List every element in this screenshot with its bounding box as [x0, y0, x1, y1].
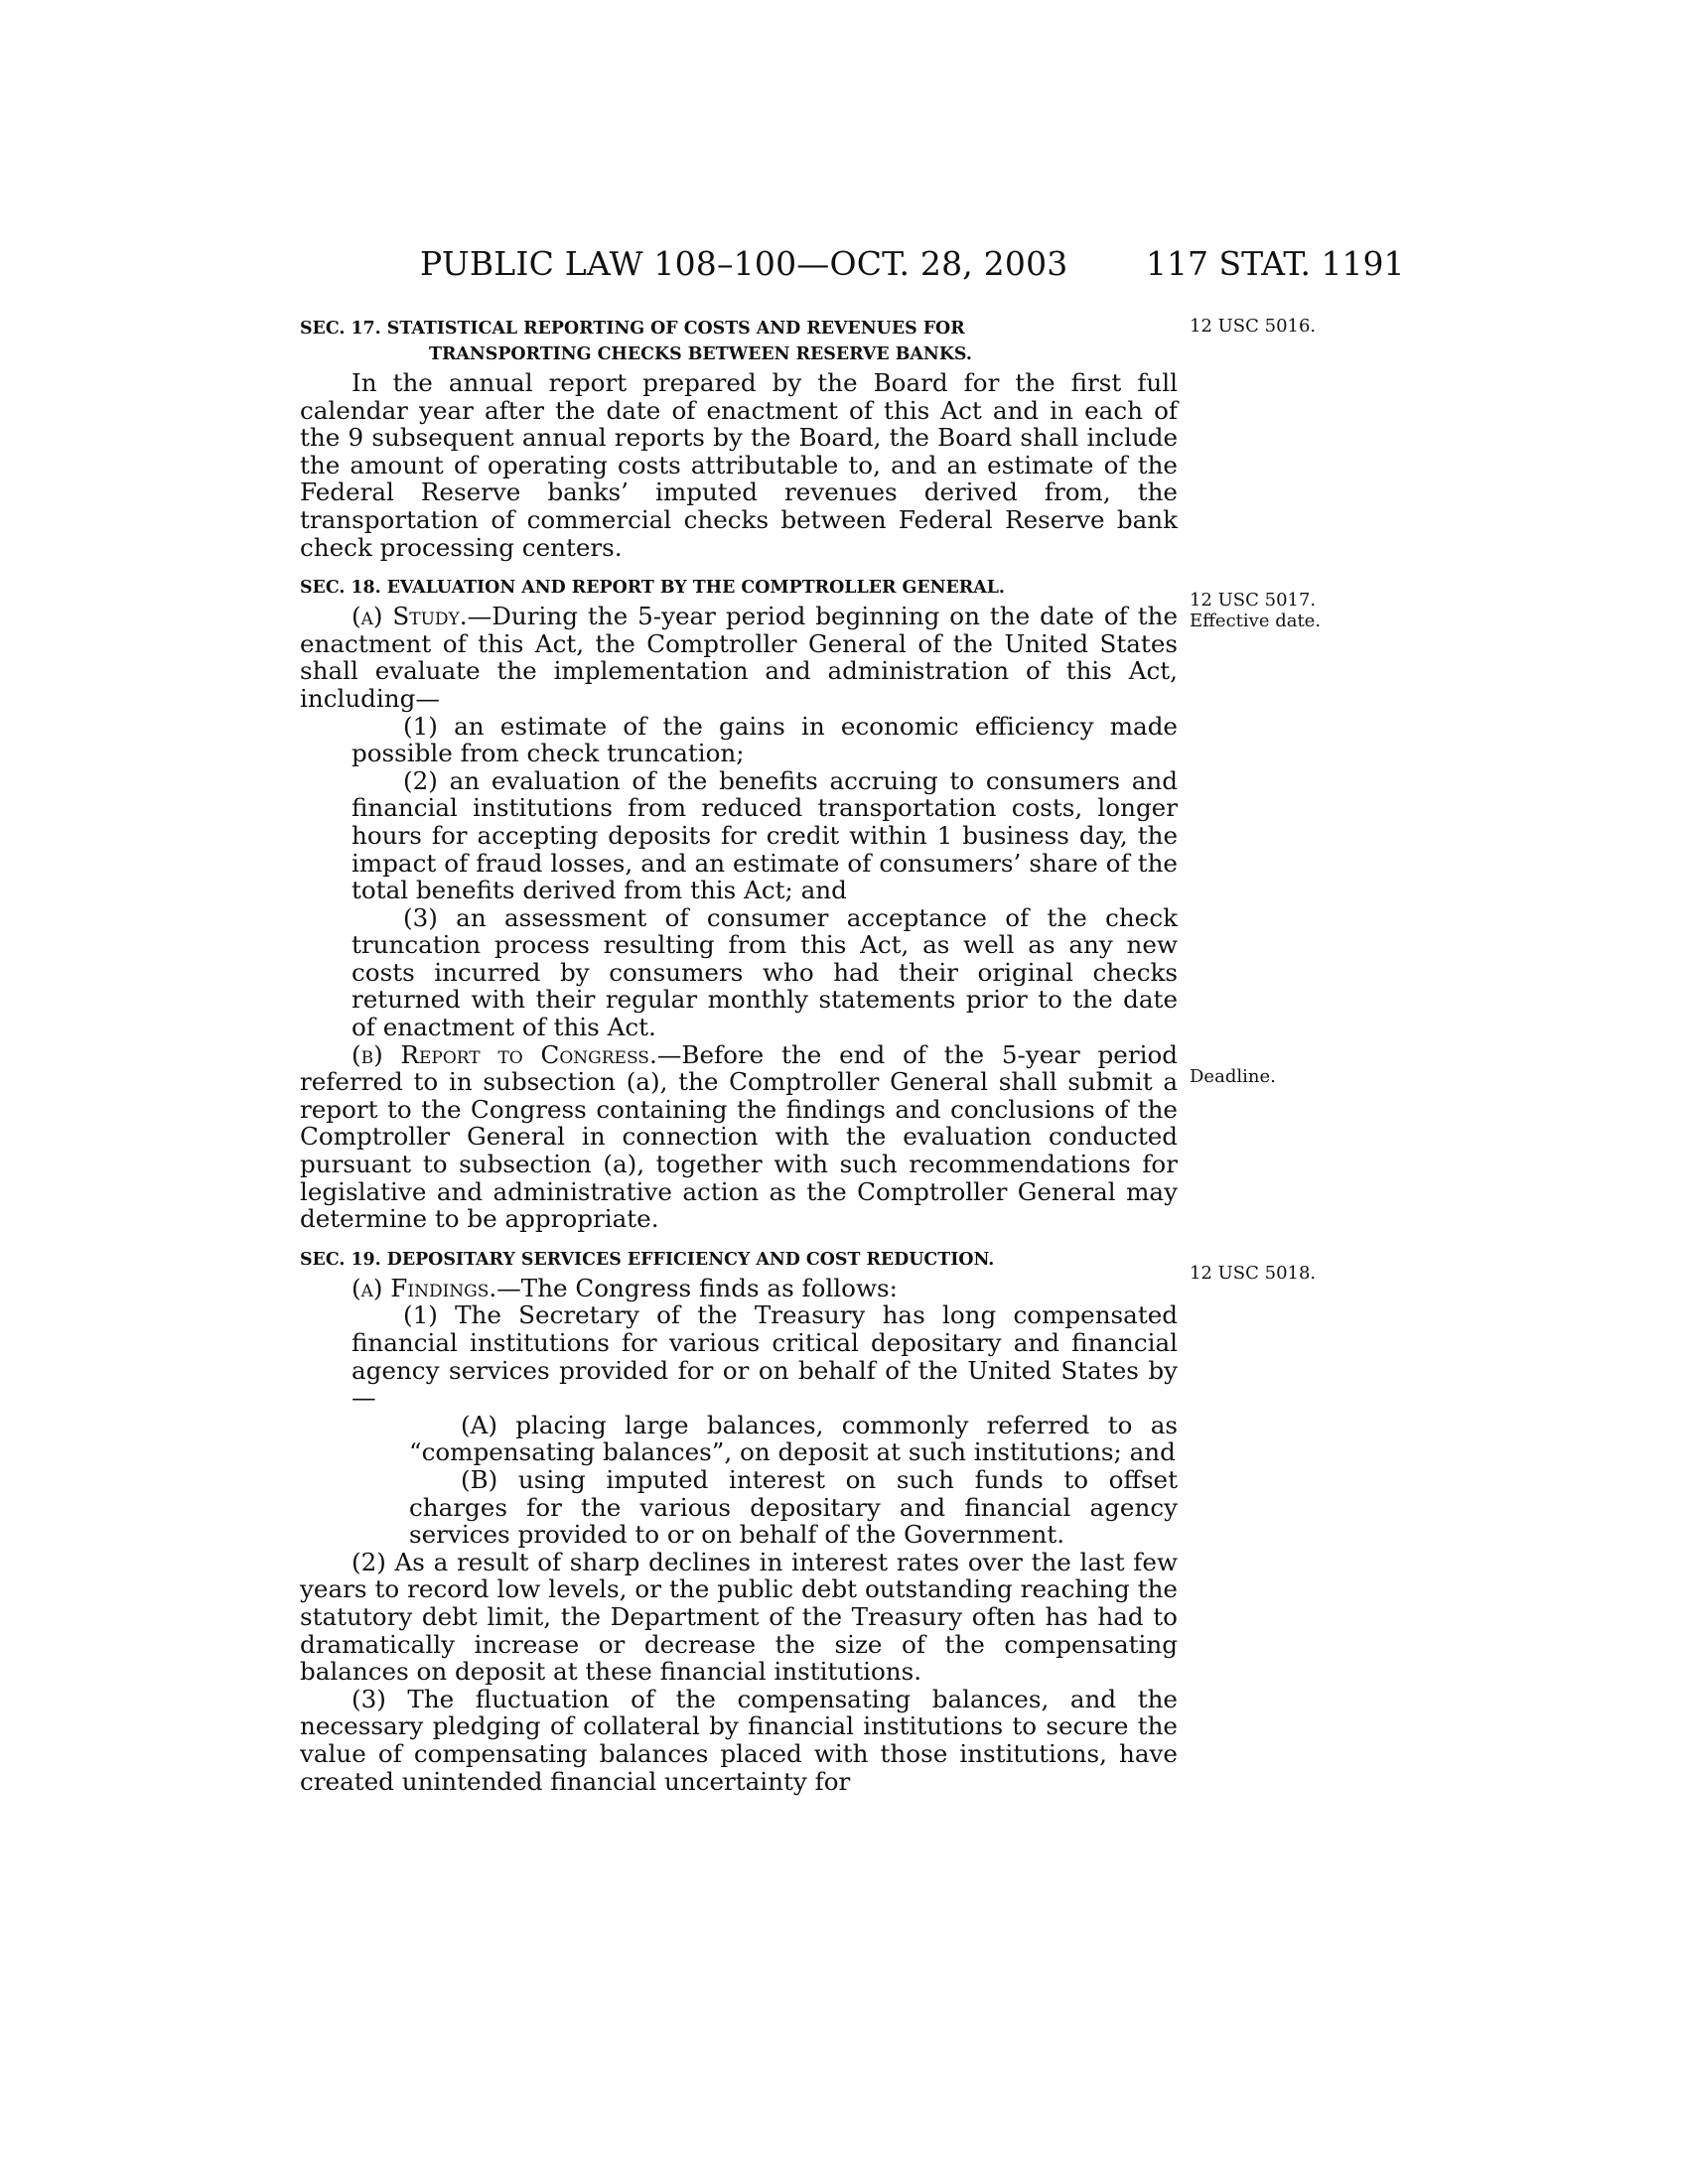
sec17-body: In the annual report prepared by the Board for the first full calendar year after the date of enactment of this Act and in each of the 9 subsequent annual reports by the Board, the Board shall include the amount of operating costs attributable to, and an estimate of the Federal Reserve banks’ imputed revenues derived from, the transportation of commercial checks between Federal Reserve bank check processing centers.: [300, 368, 1178, 562]
sec18-b-label: (b) Report to Congress.: [352, 1039, 657, 1069]
sec17-heading-line1: SEC. 17. STATISTICAL REPORTING OF COSTS AND REVENUES FOR: [300, 319, 965, 339]
sec18-a-text: —During the 5-year period beginning on the date of the enactment of this Act, the Comptroller General of the United States shall evaluate the implementation and administration of this Act, including—: [300, 602, 1178, 713]
statute-page-number: 117 STAT. 1191: [1146, 244, 1405, 283]
sec18-a3: (3) an assessment of consumer acceptance of the check truncation process resulting from this Act, as well as any new costs incurred by consumers who had their original checks returned with their regular monthly statements prior to the date of enactment of this Act.: [352, 902, 1178, 1042]
sec17-heading: [300, 316, 1178, 367]
sec19-a-label: (a) Findings.: [352, 1273, 497, 1302]
margin-note-sec17-usc: 12 USC 5016.: [1190, 316, 1317, 337]
body-text-column: [300, 316, 1178, 1795]
margin-note-sec19-usc: 12 USC 5018.: [1190, 1263, 1317, 1284]
sec18-heading: SEC. 18. EVALUATION AND REPORT BY THE COMPTROLLER GENERAL.: [300, 578, 1005, 599]
sec19-a-findings: [300, 1275, 1178, 1302]
sec18-a1: (1) an estimate of the gains in economic efficiency made possible from check truncation;: [352, 711, 1178, 768]
sec19-heading: SEC. 19. DEPOSITARY SERVICES EFFICIENCY AND COST REDUCTION.: [300, 1249, 995, 1270]
margin-note-sec18-usc: 12 USC 5017.: [1190, 590, 1317, 611]
sec17-heading-line2: TRANSPORTING CHECKS BETWEEN RESERVE BANKS.: [429, 344, 972, 364]
sec19-finding-1B: (B) using imputed interest on such funds to offset charges for the various depositary and financial agency services provided to or on behalf of the Government.: [409, 1464, 1178, 1550]
sec19-finding-1A: (A) placing large balances, commonly referred to as “compensating balances”, on deposit at such institutions; and: [409, 1410, 1178, 1467]
sec18-a-label: (a) Study.: [352, 602, 468, 631]
sec18-a2: (2) an evaluation of the benefits accruing to consumers and financial institutions from reduced transportation costs, longer hours for accepting deposits for credit within 1 business day, the impact of fraud losses, and an estimate of consumers’ share of the total benefits derived from this Act; and: [352, 765, 1178, 905]
sec18-a-study: [300, 603, 1178, 712]
sec18-b-text: —Before the end of the 5-year period referred to in subsection (a), the Comptroller General shall submit a report to the Congress containing the findings and conclusions of the Comptroller General in connection with the evaluation conducted pursuant to subsection (a), together with such recommendations for legislative and administrative action as the Comptroller General may determine to be appropriate.: [300, 1039, 1178, 1234]
sec18-b-report: [300, 1041, 1178, 1233]
sec19-finding-3: (3) The fluctuation of the compensating balances, and the necessary pledging of collateral by financial institutions to secure the value of compensating balances placed with those institutions, have created unintended financial uncertainty for: [300, 1684, 1178, 1796]
sec19-finding-1: (1) The Secretary of the Treasury has long compensated financial institutions for various critical depositary and financial agency services provided for or on behalf of the United States by—: [352, 1300, 1178, 1413]
sec19-finding-2: (2) As a result of sharp declines in interest rates over the last few years to record low levels, or the public debt outstanding reaching the statutory debt limit, the Department of the Treasury often has had to dramatically increase or decrease the size of the compensating balances on deposit at these financial institutions.: [300, 1547, 1178, 1687]
margin-note-effective-date: Effective date.: [1190, 611, 1322, 631]
margin-note-deadline: Deadline.: [1190, 1066, 1276, 1087]
running-header-title: PUBLIC LAW 108–100—OCT. 28, 2003: [420, 244, 1068, 283]
sec19-a-text: —The Congress finds as follows:: [496, 1273, 898, 1302]
